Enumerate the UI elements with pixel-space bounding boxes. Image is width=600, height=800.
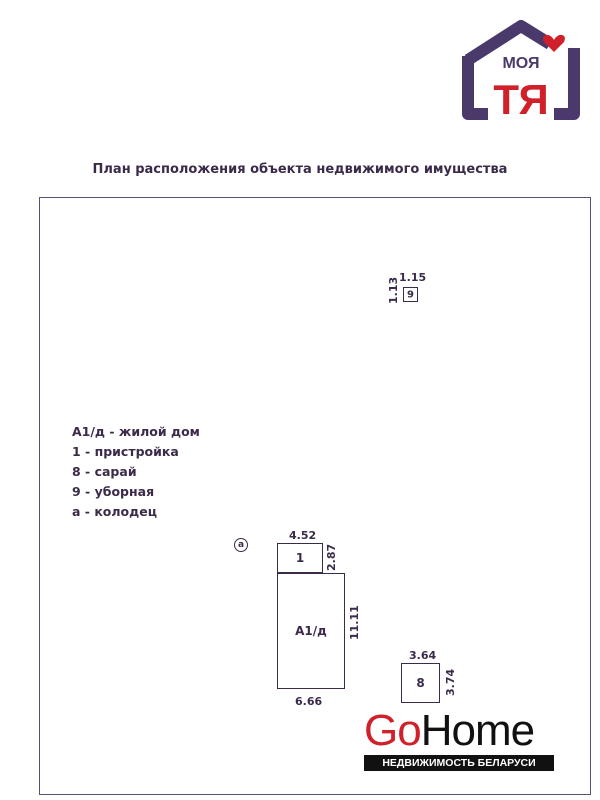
- toilet-width-dim: 1.15: [399, 271, 427, 284]
- legend-item: 8 - сарай: [72, 464, 137, 479]
- legend: [72, 422, 200, 522]
- well-marker: а: [234, 538, 248, 552]
- legend-item: а - колодец: [72, 504, 157, 519]
- annex-label: 1: [295, 551, 305, 565]
- shed-length-dim: 3.74: [444, 668, 457, 696]
- toilet-length-dim: 1.13: [387, 276, 400, 304]
- legend-item: 9 - уборная: [72, 484, 155, 499]
- annex-width-dim: 4.52: [289, 529, 317, 542]
- shed-width-dim: 3.64: [409, 649, 437, 662]
- gohome-wordmark: GoHome: [364, 706, 535, 755]
- shed-building: [401, 663, 440, 703]
- annex-length-dim: 2.87: [325, 543, 338, 571]
- annex-building: [277, 543, 323, 573]
- toilet-building: [403, 287, 418, 302]
- house-length-dim: 11.11: [348, 605, 361, 640]
- house-building: [277, 573, 345, 689]
- gohome-subtitle: НЕДВИЖИМОСТЬ БЕЛАРУСИ: [364, 755, 554, 771]
- logo-word-main: ТЯ: [493, 76, 549, 122]
- page-title: План расположения объекта недвижимого имущества: [92, 162, 508, 177]
- house-width-dim: 6.66: [295, 695, 323, 708]
- gohome-watermark: [364, 708, 554, 771]
- legend-item: 1 - пристройка: [72, 444, 179, 459]
- moya-ya-logo: [458, 18, 584, 122]
- toilet-label: 9: [407, 289, 414, 300]
- house-label: А1/д: [295, 624, 327, 638]
- heart-icon: [543, 35, 565, 52]
- logo-word-top: МОЯ: [502, 55, 540, 72]
- shed-label: 8: [416, 676, 425, 690]
- legend-item: А1/д - жилой дом: [72, 424, 200, 439]
